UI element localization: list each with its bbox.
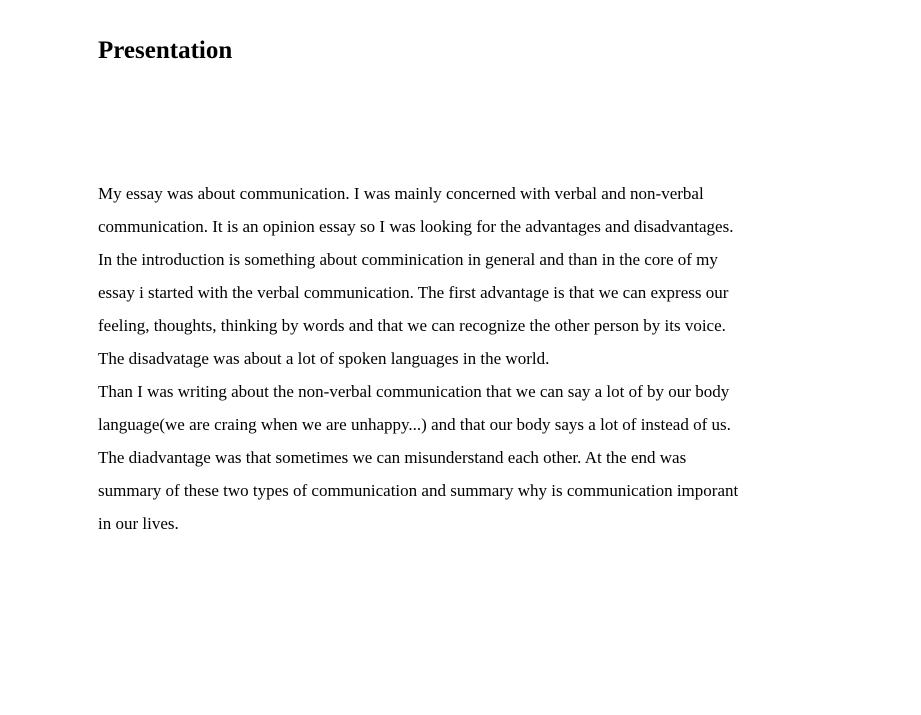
essay-line: Than I was writing about the non-verbal communication that we can say a lot of by our body xyxy=(98,382,730,401)
essay-line: in our lives. xyxy=(98,514,179,533)
essay-line: The diadvantage was that sometimes we can misunderstand each other. At the end was xyxy=(98,448,687,467)
essay-line: summary of these two types of communication and summary why is communication imporant xyxy=(98,481,739,500)
document-title: Presentation xyxy=(98,37,233,64)
essay-line: My essay was about communication. I was mainly concerned with verbal and non-verbal xyxy=(98,184,704,203)
essay-body xyxy=(98,177,898,540)
essay-line: The disadvatage was about a lot of spoken languages in the world. xyxy=(98,349,550,368)
essay-line: communication. It is an opinion essay so I was looking for the advantages and disadvantages. xyxy=(98,217,734,236)
essay-line: essay i started with the verbal communication. The first advantage is that we can express our xyxy=(98,283,729,302)
essay-line: feeling, thoughts, thinking by words and that we can recognize the other person by its voice. xyxy=(98,316,726,335)
essay-line: language(we are craing when we are unhappy...) and that our body says a lot of instead of us. xyxy=(98,415,731,434)
essay-line: In the introduction is something about comminication in general and than in the core of my xyxy=(98,250,718,269)
